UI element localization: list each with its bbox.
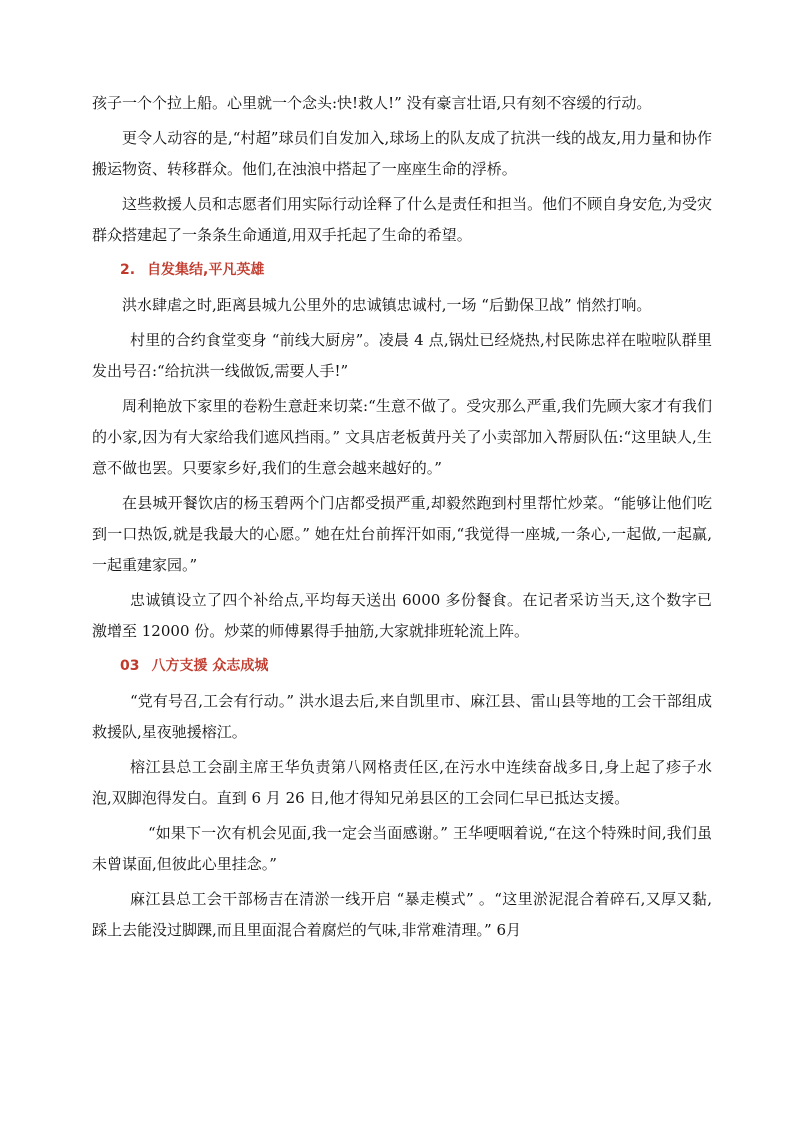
paragraph: 忠诚镇设立了四个补给点,平均每天送出 6000 多份餐食。在记者采访当天,这个数字已激增至 12000 份。炒菜的师傅累得手抽筋,大家就排班轮流上阵。 [92,591,712,640]
section-title: 自发集结,平凡英雄 [147,262,265,278]
paragraph: “党有号召,工会有行动。” 洪水退去后,来自凯里市、麻江县、雷山县等地的工会干部组成救援队,星夜驰援榕江。 [92,692,712,741]
article-body [92,88,712,950]
section-number: 03 [120,658,140,674]
paragraph: 在县城开餐饮店的杨玉碧两个门店都受损严重,却毅然跑到村里帮忙炒菜。“能够让他们吃到一口热饭,就是我最大的心愿。” 她在灶台前挥汗如雨,“我觉得一座城,一条心,一起做,一起赢,一起重建家园。” [92,494,712,574]
section-heading [92,255,712,286]
paragraph: 村里的合约食堂变身 “前线大厨房”。凌晨 4 点,锅灶已经烧热,村民陈忠祥在啦啦队群里发出号召:“给抗洪一线做饭,需要人手!” [92,331,712,380]
paragraph: 麻江县总工会干部杨吉在清淤一线开启 “暴走模式” 。“这里淤泥混合着碎石,又厚又黏,踩上去能没过脚踝,而且里面混合着腐烂的气味,非常难清理。” 6月 [92,890,712,939]
section-number: 2. [120,262,136,278]
section-heading [92,651,712,682]
paragraph: 这些救援人员和志愿者们用实际行动诠释了什么是责任和担当。他们不顾自身安危,为受灾群众搭建起了一条条生命通道,用双手托起了生命的希望。 [92,195,712,244]
paragraph: 周利艳放下家里的卷粉生意赶来切菜:“生意不做了。受灾那么严重,我们先顾大家才有我们的小家,因为有大家给我们遮风挡雨。” 文具店老板黄丹关了小卖部加入帮厨队伍:“这里缺人,生意不做也罢。只要家乡好,我们的生意会越来越好的。” [92,397,712,477]
paragraph: “如果下一次有机会见面,我一定会当面感谢。” 王华哽咽着说,“在这个特殊时间,我们虽未曾谋面,但彼此心里挂念。” [92,824,712,873]
paragraph: 孩子一个个拉上船。心里就一个念头:快!救人!” 没有豪言壮语,只有刻不容缓的行动。 [92,94,652,112]
section-title: 八方支援 众志成城 [151,658,269,674]
paragraph: 榕江县总工会副主席王华负责第八网格责任区,在污水中连续奋战多日,身上起了疹子水泡,双脚泡得发白。直到 6 月 26 日,他才得知兄弟县区的工会同仁早已抵达支援。 [92,758,712,807]
paragraph: 更令人动容的是,“村超”球员们自发加入,球场上的队友成了抗洪一线的战友,用力量和协作搬运物资、转移群众。他们,在浊浪中搭起了一座座生命的浮桥。 [92,129,712,178]
paragraph: 洪水肆虐之时,距离县城九公里外的忠诚镇忠诚村,一场 “后勤保卫战” 悄然打响。 [122,296,652,314]
